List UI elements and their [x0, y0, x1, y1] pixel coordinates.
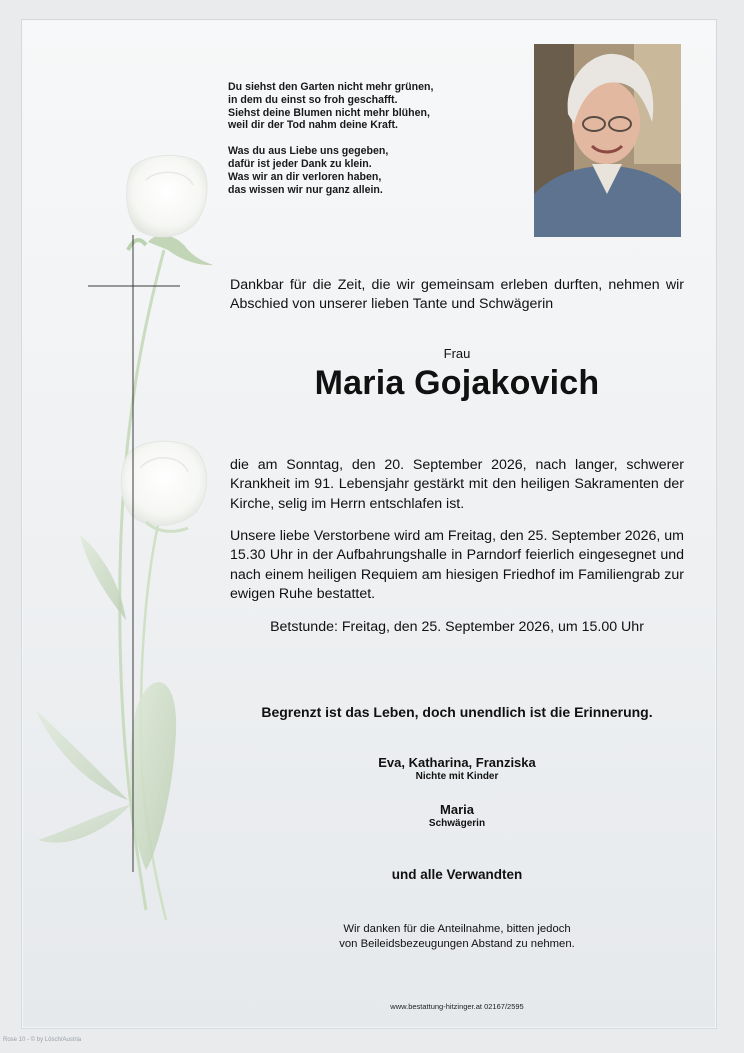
copyright-footer: Rose 10 - © by Lösch/Austria — [3, 1037, 82, 1043]
memorial-quote: Begrenzt ist das Leben, doch unendlich ist die Erinnerung. — [261, 704, 653, 720]
rose-icon — [28, 150, 228, 930]
mourner-entry — [230, 802, 684, 830]
mourner-name: Maria — [440, 802, 474, 817]
thanks-note — [230, 922, 684, 952]
funeral-paragraph: Unsere liebe Verstorbene wird am Freitag, den 25. September 2026, um 15.30 Uhr in der Aufbahrungshalle in Parndorf feierlich eingesegnet und nach einem heiligen Requiem am hiesigen Friedhof im Familiengrab zur ewigen Ruhe bestattet. — [230, 528, 684, 603]
prayer-hour: Betstunde: Freitag, den 25. September 2026, um 15.00 Uhr — [270, 619, 644, 635]
poem-line: dafür ist jeder Dank zu klein. — [228, 157, 372, 170]
poem-stanza-1 — [228, 81, 488, 132]
deceased-title: Frau — [443, 346, 471, 361]
poem-stanza-2 — [228, 145, 488, 196]
contact-line: www.bestattung-hitzinger.at 02167/2595 — [390, 1002, 524, 1011]
mourner-entry — [230, 755, 684, 783]
intro-text: Dankbar für die Zeit, die wir gemeinsam erleben durften, nehmen wir Abschied von unserer lieben Tante und Schwägerin — [230, 277, 684, 312]
thanks-line: von Beileidsbezeugungen Abstand zu nehmen. — [339, 938, 575, 950]
poem-line: in dem du einst so froh geschafft. — [228, 93, 398, 106]
death-paragraph: die am Sonntag, den 20. September 2026, nach langer, schwerer Krankheit im 91. Lebensjahr gestärkt mit den heiligen Sakramenten der Kirche, selig im Herrn entschlafen ist. — [230, 457, 684, 512]
thanks-line: Wir danken für die Anteilnahme, bitten jedoch — [343, 923, 571, 935]
poem-line: weil dir der Tod nahm deine Kraft. — [228, 119, 398, 132]
poem-line: Was wir an dir verloren haben, — [228, 170, 382, 183]
deceased-name: Maria Gojakovich — [314, 364, 600, 402]
mourner-relation: Nichte mit Kinder — [415, 771, 499, 782]
mourner-relation: Schwägerin — [428, 818, 486, 829]
relatives-line: und alle Verwandten — [391, 867, 523, 882]
poem-line: Siehst deine Blumen nicht mehr blühen, — [228, 106, 430, 119]
poem-line: Was du aus Liebe uns gegeben, — [228, 145, 389, 158]
poem-line: Du siehst den Garten nicht mehr grünen, — [228, 81, 434, 93]
poem — [228, 81, 488, 209]
poem-line: das wissen wir nur ganz allein. — [228, 183, 383, 196]
mourner-name: Eva, Katharina, Franziska — [378, 755, 536, 770]
portrait-photo — [534, 44, 681, 237]
